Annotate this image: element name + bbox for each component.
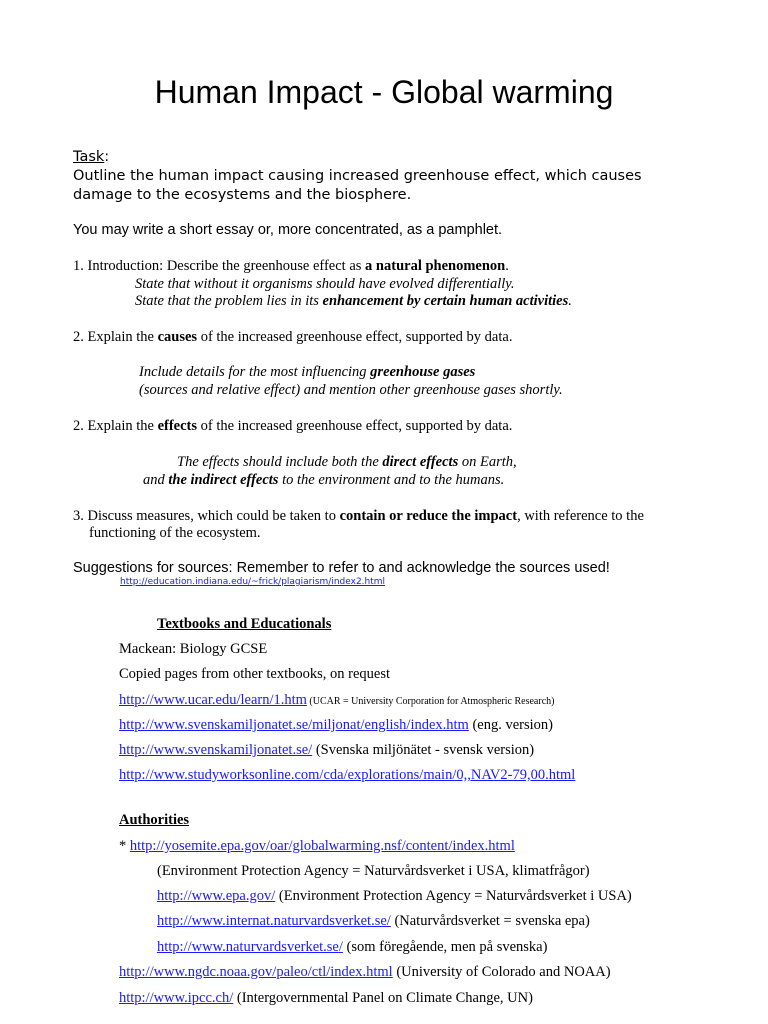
ipcc-row: http://www.ipcc.ch/ (Intergovernmental Panel on Climate Change, UN) xyxy=(119,990,533,1006)
item-2-causes-sub-1: Include details for the most influencing greenhouse gases xyxy=(139,364,476,380)
sources-heading: Suggestions for sources: Remember to refer to and acknowledge the sources used! xyxy=(73,560,610,576)
studyworks-link[interactable]: http://www.studyworksonline.com/cda/explorations/main/0,,NAV2-79,00.html xyxy=(119,767,576,783)
item-1-intro: 1. Introduction: Describe the greenhouse effect as a natural phenomenon. xyxy=(73,258,509,274)
svenska-miljonatet-eng-link[interactable]: http://www.svenskamiljonatet.se/miljonat/english/index.htm xyxy=(119,717,469,733)
ucar-link[interactable]: http://www.ucar.edu/learn/1.htm xyxy=(119,692,307,708)
noaa-row: http://www.ngdc.noaa.gov/paleo/ctl/index.html (University of Colorado and NOAA) xyxy=(119,964,611,980)
epa-globalwarming-link[interactable]: http://yosemite.epa.gov/oar/globalwarming.nsf/content/index.html xyxy=(129,838,515,854)
item-2-effects-sub-1: The effects should include both the direct effects on Earth, xyxy=(177,454,517,470)
task-label-line: Task: xyxy=(73,149,110,165)
item-2-causes: 2. Explain the causes of the increased greenhouse effect, supported by data. xyxy=(73,329,513,345)
epa-globalwarming-row: * http://yosemite.epa.gov/oar/globalwarming.nsf/content/index.html xyxy=(119,838,515,854)
item-2-effects: 2. Explain the effects of the increased greenhouse effect, supported by data. xyxy=(73,418,513,434)
item-3-line-2: functioning of the ecosystem. xyxy=(89,525,261,541)
item-1-sub-1: State that without it organisms should have evolved differentially. xyxy=(135,276,515,292)
naturvardsverket-row: http://www.naturvardsverket.se/ (som föregående, men på svenska) xyxy=(157,939,548,955)
naturvardsverket-link[interactable]: http://www.naturvardsverket.se/ xyxy=(157,939,343,955)
page-title: Human Impact - Global warming xyxy=(154,74,614,110)
naturvardsverket-internat-row: http://www.internat.naturvardsverket.se/ (Naturvårdsverket = svenska epa) xyxy=(157,913,590,929)
task-line-2: damage to the ecosystems and the biosphere. xyxy=(73,187,412,203)
svenska-miljonatet-eng-row: http://www.svenskamiljonatet.se/miljonat/english/index.htm (eng. version) xyxy=(119,717,553,733)
item-2-effects-sub-2: and the indirect effects to the environment and to the humans. xyxy=(143,472,505,488)
textbook-copied-pages: Copied pages from other textbooks, on request xyxy=(119,666,391,682)
authorities-heading: Authorities xyxy=(119,812,190,828)
epa-link[interactable]: http://www.epa.gov/ xyxy=(157,888,276,904)
textbook-mackean: Mackean: Biology GCSE xyxy=(119,641,268,657)
item-2-causes-sub-2: (sources and relative effect) and mention other greenhouse gases shortly. xyxy=(139,382,563,398)
studyworks-row xyxy=(119,767,575,784)
item-1-sub-2: State that the problem lies in its enhancement by certain human activities. xyxy=(135,293,572,309)
plagiarism-link[interactable]: http://education.indiana.edu/~frick/plagiarism/index2.html xyxy=(120,577,386,587)
epa-globalwarming-note: (Environment Protection Agency = Naturvårdsverket i USA, klimatfrågor) xyxy=(157,863,590,879)
textbooks-heading: Textbooks and Educationals xyxy=(157,616,332,632)
task-line-1: Outline the human impact causing increased greenhouse effect, which causes xyxy=(73,168,642,184)
essay-note: You may write a short essay or, more concentrated, as a pamphlet. xyxy=(73,222,503,238)
epa-row: http://www.epa.gov/ (Environment Protection Agency = Naturvårdsverket i USA) xyxy=(157,888,632,904)
item-3-measures: 3. Discuss measures, which could be taken to contain or reduce the impact, with reference to the xyxy=(73,508,644,524)
svenska-miljonatet-sv-link[interactable]: http://www.svenskamiljonatet.se/ xyxy=(119,742,313,758)
noaa-link[interactable]: http://www.ngdc.noaa.gov/paleo/ctl/index.html xyxy=(119,964,393,980)
ipcc-link[interactable]: http://www.ipcc.ch/ xyxy=(119,990,234,1006)
ucar-row: http://www.ucar.edu/learn/1.htm (UCAR = University Corporation for Atmospheric Research) xyxy=(119,692,555,708)
task-label: Task xyxy=(73,149,105,165)
svenska-miljonatet-sv-row: http://www.svenskamiljonatet.se/ (Svenska miljönätet - svensk version) xyxy=(119,742,535,758)
naturvardsverket-internat-link[interactable]: http://www.internat.naturvardsverket.se/ xyxy=(157,913,391,929)
